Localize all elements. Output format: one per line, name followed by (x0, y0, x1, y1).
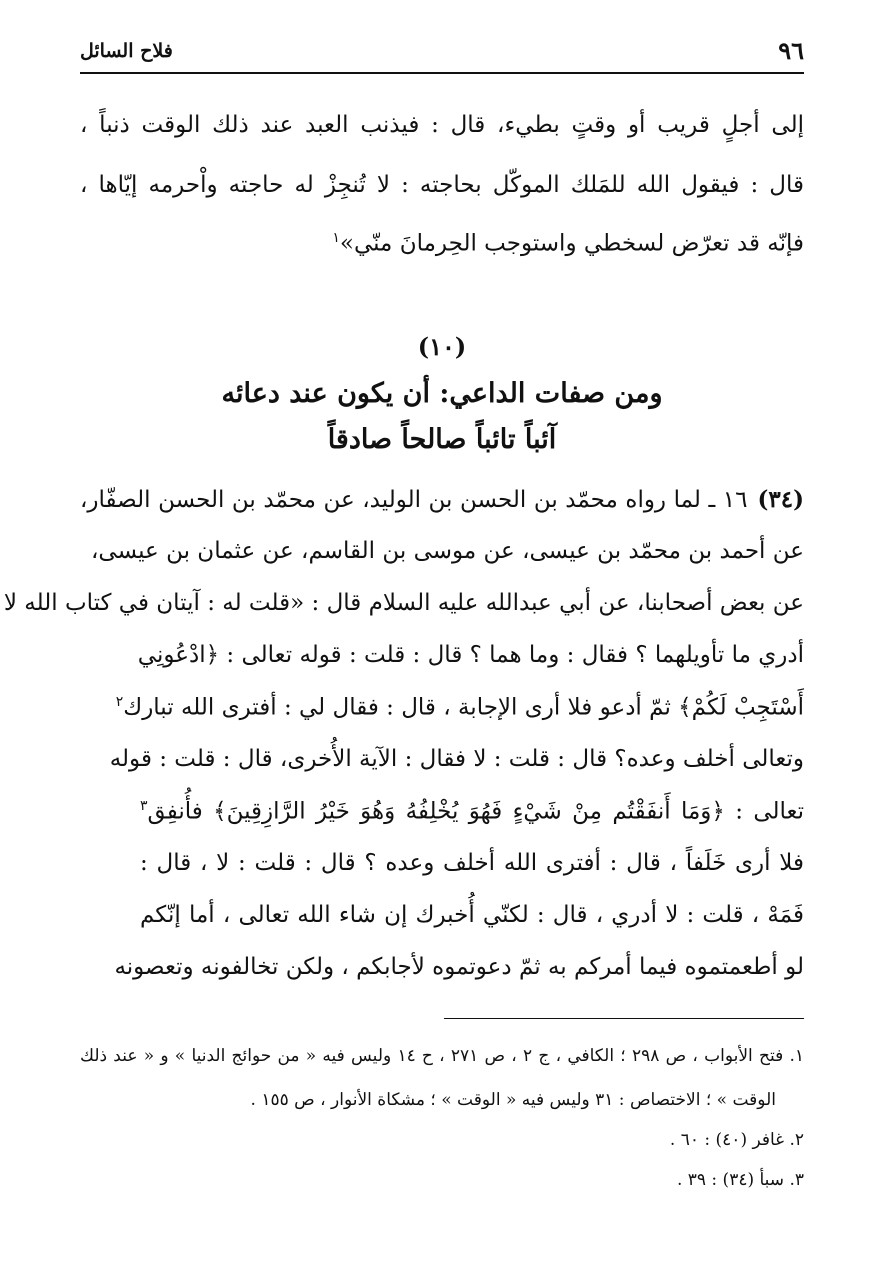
intro-line-3-text: فإنّه قد تعرّض لسخطي واستوجب الحِرمانَ منّي» (339, 230, 804, 257)
footnote-mark-3: ٣ (140, 798, 148, 814)
hadith-line-9: فَمَهْ ، قلت : لا أدري ، قال : لكنّي أُخبرك إن شاء الله تعالى ، أما إنّكم (140, 902, 804, 928)
footnote-1-continued: الوقت » ؛ الاختصاص : ٣١ وليس فيه « الوقت » ؛ مشكاة الأنوار ، ص ١٥٥ . (250, 1090, 776, 1110)
hadith-line-2: عن أحمد بن محمّد بن عيسى، عن موسى بن القاسم، عن عثمان بن عيسى، (91, 538, 804, 564)
intro-line-1: إلى أجلٍ قريب أو وقتٍ بطيء، قال : فيذنب العبد عند ذلك الوقت ذنباً ، (80, 112, 804, 138)
hadith-line-7 (140, 798, 804, 825)
book-title: فلاح السائل (80, 40, 173, 62)
hadith-first-line-text: ١٦ ـ لما رواه محمّد بن الحسن بن الوليد، عن محمّد بن الحسن الصفّار، (80, 487, 748, 513)
section-title-line-2: آئباً تائباً صالحاً صادقاً (327, 424, 557, 455)
intro-line-3 (80, 230, 804, 257)
hadith-line-6: وتعالى أخلف وعده؟ قال : قلت : لا فقال : الآية الأُخرى، قال : قلت : قوله (109, 746, 804, 772)
footnote-divider (444, 1018, 804, 1019)
hadith-line-5 (115, 694, 804, 721)
hadith-line-4: أدري ما تأويلهما ؟ فقال : وما هما ؟ قال : قلت : قوله تعالى : ﴿ادْعُونِي (137, 642, 804, 668)
page-number: ٩٦ (778, 36, 804, 65)
section-number: (١٠) (417, 332, 467, 361)
hadith-line-8: فلا أرى خَلَفاً ، قال : أفترى الله أخلف وعده ؟ قال : قلت : لا ، قال : (140, 850, 804, 876)
hadith-line-10: لو أطعمتموه فيما أمركم به ثمّ دعوتموه لأجابكم ، ولكن تخالفونه وتعصونه (114, 954, 804, 980)
running-header (80, 28, 804, 74)
intro-line-2: قال : فيقول الله للمَلك الموكّل بحاجته : لا تُنجِزْ له حاجته واْحرمه إيّاها ، (80, 172, 804, 198)
section-title-line-1: ومن صفات الداعي: أن يكون عند دعائه (221, 378, 663, 409)
footnote-mark-2: ٢ (115, 694, 124, 710)
footnote-mark-1: ١ (332, 230, 340, 246)
footnote-3: ٣. سبأ (٣٤) : ٣٩ . (676, 1170, 804, 1190)
footnote-2: ٢. غافر (٤٠) : ٦٠ . (669, 1130, 804, 1150)
hadith-reference-number: (٣٤) (757, 486, 804, 513)
hadith-line-7-text: تعالى : ﴿وَمَا أَنفَقْتُم مِنْ شَيْءٍ فَهُوَ يُخْلِفُهُ وَهُوَ خَيْرُ الرَّازِقِينَ﴾ فأُنفِق (147, 798, 804, 825)
hadith-line-3: عن بعض أصحابنا، عن أبي عبدالله عليه السلام قال : «قلت له : آيتان في كتاب الله لا (3, 590, 804, 616)
hadith-line-5-text: أَسْتَجِبْ لَكُمْ﴾ ثمّ أدعو فلا أرى الإجابة ، قال : فقال لي : أفترى الله تبارك (123, 694, 804, 721)
hadith-first-line (80, 486, 804, 513)
footnote-1: ١. فتح الأبواب ، ص ٢٩٨ ؛ الكافي ، ج ٢ ، ص ٢٧١ ، ح ١٤ وليس فيه « من حوائج الدنيا » و « عند ذلك (80, 1046, 804, 1066)
